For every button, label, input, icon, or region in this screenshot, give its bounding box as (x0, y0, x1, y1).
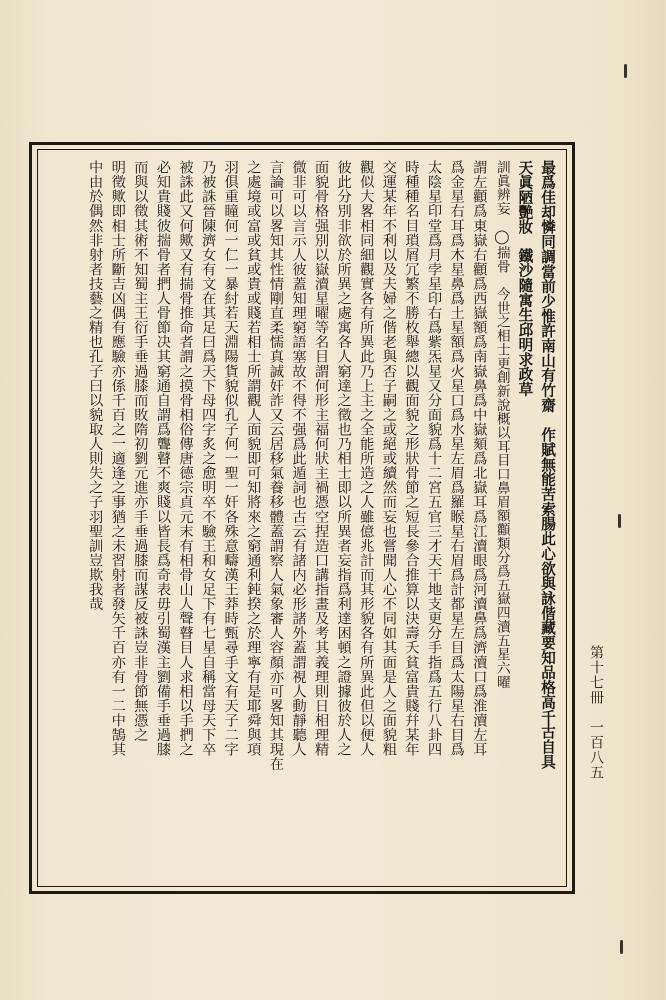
column-text: 爲金星右耳爲木星鼻爲土星額爲火星口爲水星左眉爲羅睺星右眉爲計都星左目爲太陽星右目爲 (448, 160, 465, 757)
binding-hole-mark (620, 940, 623, 954)
text-column (513, 160, 536, 878)
volume-page-number: 第十七冊 一百八五 (588, 645, 604, 780)
column-text: 謂左顴爲東嶽右顴爲西嶽額爲南嶽鼻爲中嶽頦爲北嶽耳爲江瀆眼爲河瀆鼻爲濟瀆口爲淮瀆左耳 (471, 160, 488, 757)
text-column (129, 160, 152, 878)
text-column (377, 160, 400, 878)
column-text: 訓眞辨妄 ◯揣骨 今世之相士更創新說概以耳目口鼻眉額顴類分爲五嶽四瀆五星六曜 (493, 160, 510, 689)
column-text: 乃被誅晉陳濟女有文在其足曰爲天下母四字炙之愈明卒不驗王和女足下有七星自稱當母天下卒 (200, 160, 217, 757)
text-column (264, 160, 287, 878)
column-text: 最爲佳却憐同調當前少惟許南山有竹齋 作賦無能苦索腸此心欲與詠偕藏要知品格高千古自具 (539, 160, 556, 769)
text-column (151, 160, 174, 878)
text-column (490, 160, 513, 878)
column-text: 觀似大畧相同細觀實各有所異此乃上主之全能所造之人雖億兆計而其形貌各有所異此但以便人 (358, 160, 375, 757)
binding-hole-mark (624, 64, 627, 78)
column-text: 彼此分別非欲於所異之處寓各人窮達之徵也乃相士即以所異者妄指爲利達困頓之證據彼於人之 (335, 160, 352, 757)
column-text: 微非可以言示人彼蓋知理窮語塞故不得不强爲此遁詞也古云有諸内必形諸外蓋謂視人動靜聽人 (290, 160, 307, 757)
binding-hole-mark (618, 514, 621, 528)
column-text: 時種種名目瑣屑冗繁不勝枚舉總以觀面貌之形狀骨節之短長參合推算以決壽夭貧富貴賤幷某年 (403, 160, 420, 757)
column-text: 羽俱重瞳何一仁一暴紂若天淵陽貨貌似孔子何一聖一奸各殊意疇漢王莽時甄尋手文有天子二字 (222, 160, 239, 757)
column-text: 面貌骨格强別以嶽瀆星曜等名目謂何形主福何狀主禍憑空捏造口講指畫及考其義理則日相理精 (313, 160, 330, 757)
vertical-text-body (50, 160, 558, 878)
column-text: 必知貴賤彼揣骨者捫人骨節决其窮通自謂爲聾瞽不爽賤以皆長爲奇表毋引蜀漢主劉備手垂過膝 (154, 160, 171, 757)
text-column (445, 160, 468, 878)
column-text: 之處境或富或貧或貴或賤若相士所謂觀人面貌即可知將來之窮通利鈍揆之於理寧有是耶舜與項 (245, 160, 262, 757)
text-column (535, 160, 558, 878)
text-column (219, 160, 242, 878)
column-text: 中由於偶然非射者技藝之精也孔子曰以貌取人則失之子羽聖訓豈欺我哉 (87, 160, 104, 612)
author-signature: 鐵沙隨寓生邱明求政草 (516, 248, 534, 397)
text-column (106, 160, 129, 878)
column-text: 天眞陋艷妝 (516, 160, 534, 235)
text-column (287, 160, 310, 878)
column-text: 言論可以畧知其性情剛直柔懦真誠奸詐又云居移氣養移體蓋謂察人氣象審人容顏亦可畧知其現在 (267, 160, 284, 772)
text-column (174, 160, 197, 878)
text-column (84, 160, 107, 878)
text-column (400, 160, 423, 878)
column-text: 而與以徵其術不知蜀主王衍手垂過膝而敗隋初劉元進亦手垂過膝而謀反被誅豈非骨節無憑之 (132, 160, 149, 742)
text-column (242, 160, 265, 878)
column-text: 被誅此又何歟又有揣骨推命者謂之摸骨相俗傳唐德宗貞元末有相骨山人聲瞽目人求相以手捫之 (177, 160, 194, 757)
text-column (309, 160, 332, 878)
text-column (332, 160, 355, 878)
column-text: 明徵歟即相士所斷吉凶偶有應驗亦係千百之一適逢之事猶之未習射者發矢千百亦有一二中鵠其 (109, 160, 126, 757)
text-column (468, 160, 491, 878)
text-column (422, 160, 445, 878)
column-text: 太陰星印堂爲月孛星印右爲紫炁星又分面貌爲十二宮五官三才天干地支更分手指爲五行八卦四 (426, 160, 443, 757)
text-column (355, 160, 378, 878)
column-text: 交運某年不利以及夫婦之偕老與否子嗣之或絕或續然而妄也嘗聞人心不同如其面是人之面貌粗 (380, 160, 397, 757)
text-column (197, 160, 220, 878)
